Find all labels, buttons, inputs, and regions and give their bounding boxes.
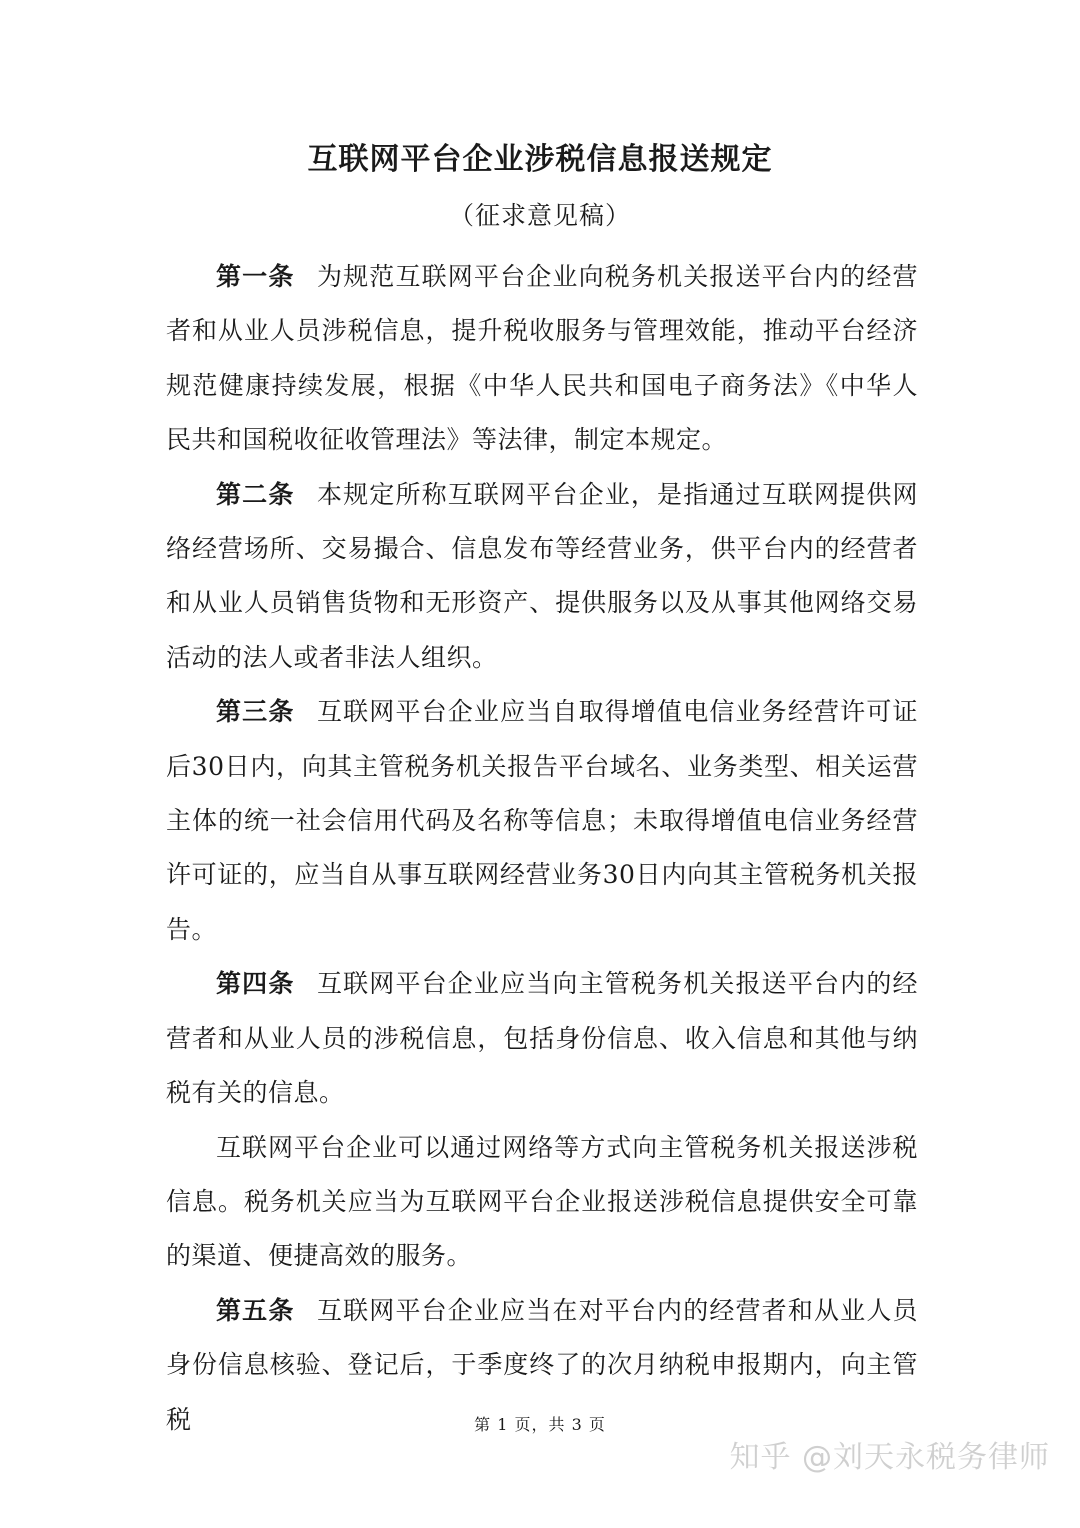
article-text: 互联网平台企业应当自取得增值电信业务经营许可证后30日内，向其主管税务机关报告平台域名、业务类型、相关运营主体的统一社会信用代码及名称等信息；未取得增值电信业务经营许可证的，应当自从事互联网经营业务30日内向其主管税务机关报告。 bbox=[166, 697, 918, 944]
article-text: 互联网平台企业应当在对平台内的经营者和从业人员身份信息核验、登记后，于季度终了的次月纳税申报期内，向主管税 bbox=[166, 1295, 918, 1434]
document-subtitle: （征求意见稿） bbox=[448, 201, 631, 230]
watermark: 知乎 @刘天永税务律师 bbox=[729, 1440, 1050, 1475]
article-text: 互联网平台企业可以通过网络等方式向主管税务机关报送涉税信息。税务机关应当为互联网平台企业报送涉税信息提供安全可靠的渠道、便捷高效的服务。 bbox=[166, 1132, 918, 1271]
article-paragraph-4b bbox=[166, 1121, 918, 1284]
page-number-footer: 第 1 页，共 3 页 bbox=[474, 1415, 606, 1434]
article-paragraph-4 bbox=[166, 957, 918, 1120]
article-paragraph-3 bbox=[166, 685, 918, 957]
article-paragraph-2 bbox=[166, 468, 918, 686]
article-number: 第二条 bbox=[216, 479, 295, 509]
article-number: 第一条 bbox=[216, 262, 295, 291]
article-text: 为规范互联网平台企业向税务机关报送平台内的经营者和从业人员涉税信息，提升税收服务与管理效能，推动平台经济规范健康持续发展，根据《中华人民共和国电子商务法》《中华人民共和国税收征收管理法》等法律，制定本规定。 bbox=[166, 262, 918, 455]
article-number: 第五条 bbox=[216, 1295, 295, 1325]
document-title: 互联网平台企业涉税信息报送规定 bbox=[307, 142, 773, 177]
article-text: 本规定所称互联网平台企业，是指通过互联网提供网络经营场所、交易撮合、信息发布等经营业务，供平台内的经营者和从业人员销售货物和无形资产、提供服务以及从事其他网络交易活动的法人或者非法人组织。 bbox=[166, 479, 918, 672]
article-paragraph-1 bbox=[166, 250, 918, 468]
article-number: 第三条 bbox=[216, 697, 295, 727]
article-text: 互联网平台企业应当向主管税务机关报送平台内的经营者和从业人员的涉税信息，包括身份信息、收入信息和其他与纳税有关的信息。 bbox=[166, 969, 918, 1108]
article-number: 第四条 bbox=[216, 969, 295, 999]
document-body bbox=[166, 250, 918, 1447]
